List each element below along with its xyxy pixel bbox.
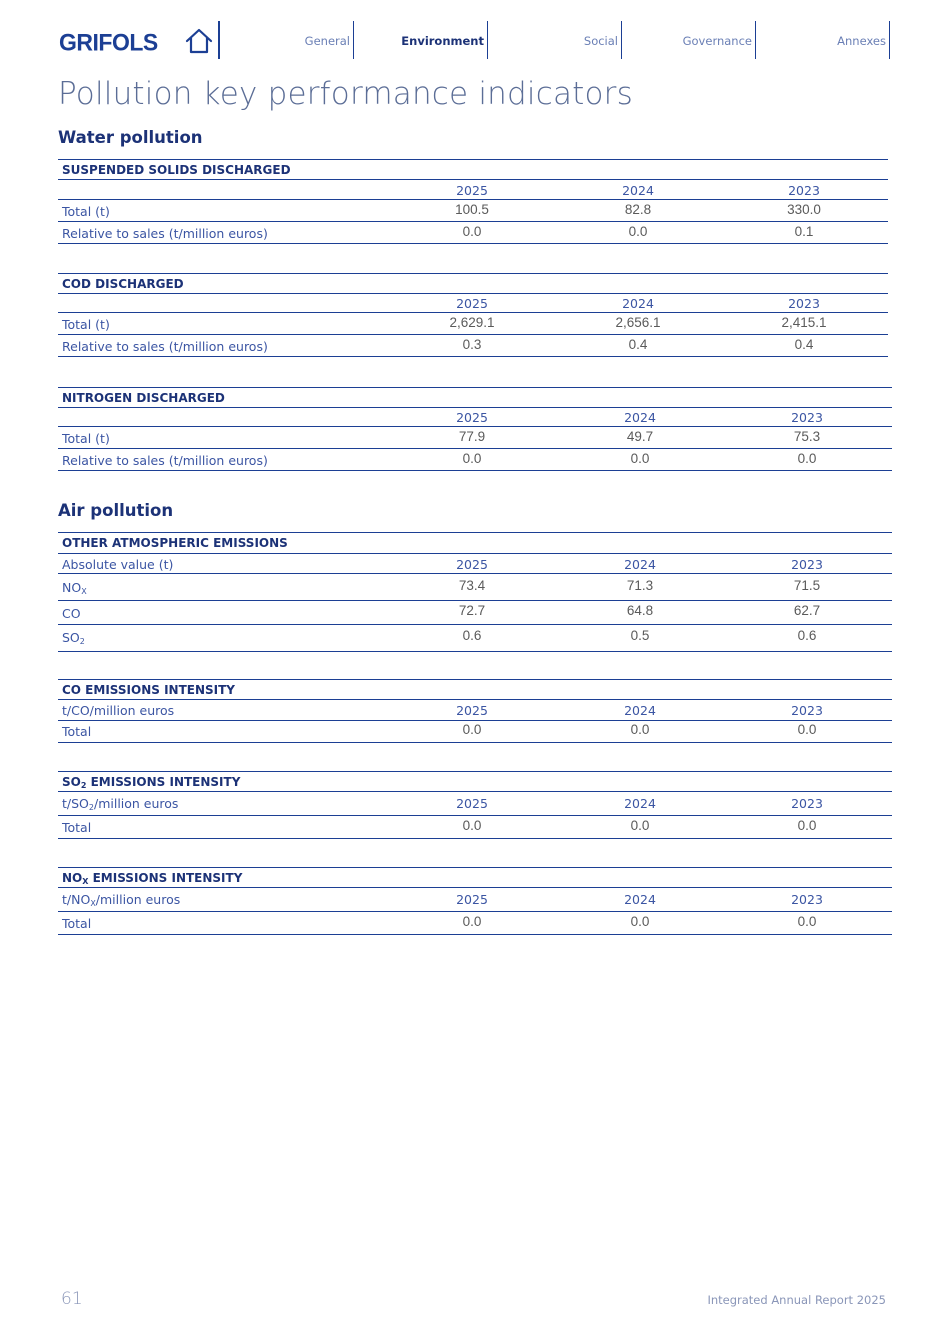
year-label: 2023 [788,183,820,198]
value-cell: 73.4 [458,578,486,593]
table-header [58,679,892,700]
table-title: $SO_2$ EMISSIONS INTENSITY [62,775,241,790]
row-label: Relative to sales (t/million euros) [62,453,268,468]
value-cell: 0.0 [462,451,482,466]
row-label: Relative to sales (t/million euros) [62,226,268,241]
year-row [58,554,892,574]
table-row [58,427,892,449]
table-row [58,625,892,652]
page-title: Pollution key performance indicators [58,76,633,112]
year-label: 2025 [456,796,488,811]
table-row [58,313,888,335]
value-cell: 0.4 [794,337,814,352]
table-title: NITROGEN DISCHARGED [62,391,225,405]
value-cell: 0.4 [628,337,648,352]
value-cell: 2,656.1 [615,315,661,330]
value-cell: 0.6 [462,628,482,643]
table-header [58,771,892,792]
value-cell: 71.3 [626,578,654,593]
value-cell: 330.0 [787,202,821,217]
value-cell: 0.5 [630,628,650,643]
row-label: $NO_X$ [62,580,87,596]
value-cell: 49.7 [626,429,654,444]
unit-label: Absolute value (t) [62,557,174,572]
year-label: 2023 [791,703,823,718]
suspended-solids-table [58,159,888,244]
nav-tab-label: Environment [401,34,484,48]
home-separator [218,21,220,59]
row-label: Total (t) [62,204,110,219]
row-label: Total [62,820,92,835]
year-row [58,180,888,200]
value-cell: 0.0 [630,451,650,466]
air-pollution-heading: Air pollution [58,501,174,520]
value-cell: 2,415.1 [781,315,827,330]
grifols-logo[interactable]: GRIFOLS [59,28,158,56]
year-label: 2025 [456,557,488,572]
nav-tab-social[interactable] [488,21,622,59]
year-label: 2023 [791,410,823,425]
value-cell: 0.0 [462,722,482,737]
unit-label: $t/NO_X$/million euros [62,892,181,908]
value-cell: 2,629.1 [449,315,495,330]
table-row [58,574,892,601]
value-cell: 0.6 [797,628,817,643]
value-cell: 0.0 [462,818,482,833]
year-row [58,294,888,313]
row-label: Total (t) [62,317,110,332]
year-label: 2023 [791,796,823,811]
row-label: Total [62,724,92,739]
water-pollution-heading: Water pollution [58,128,203,147]
value-cell: 64.8 [626,603,654,618]
value-cell: 71.5 [793,578,821,593]
row-label: Total [62,916,92,931]
table-header [58,273,888,294]
year-label: 2024 [624,892,656,907]
so2-emissions-intensity-table [58,771,892,839]
value-cell: 0.0 [797,451,817,466]
nav-tab-label: Governance [682,34,752,48]
row-label: Relative to sales (t/million euros) [62,339,268,354]
table-row [58,449,892,471]
year-label: 2023 [788,296,820,311]
other-atmospheric-emissions-table [58,532,892,652]
value-cell: 77.9 [458,429,486,444]
value-cell: 0.1 [794,224,814,239]
year-label: 2024 [624,410,656,425]
row-label: CO [62,606,81,621]
table-title: OTHER ATMOSPHERIC EMISSIONS [62,536,288,550]
nav-tab-annexes[interactable] [756,21,890,59]
value-cell: 0.0 [797,818,817,833]
value-cell: 75.3 [793,429,821,444]
value-cell: 0.0 [797,914,817,929]
nav-tab-general[interactable] [260,21,354,59]
nox-emissions-intensity-table [58,867,892,935]
table-header [58,387,892,408]
report-title: Integrated Annual Report 2025 [707,1293,886,1307]
year-label: 2023 [791,892,823,907]
table-row [58,222,888,244]
cod-discharged-table [58,273,888,357]
value-cell: 0.0 [628,224,648,239]
value-cell: 0.0 [797,722,817,737]
table-title: SUSPENDED SOLIDS DISCHARGED [62,163,291,177]
table-row [58,721,892,743]
year-row [58,408,892,427]
table-header [58,532,892,554]
table-row [58,335,888,357]
year-label: 2024 [624,703,656,718]
nav-tab-label: General [304,34,350,48]
year-label: 2023 [791,557,823,572]
year-label: 2024 [624,796,656,811]
year-label: 2025 [456,296,488,311]
table-header [58,159,888,180]
year-label: 2025 [456,703,488,718]
nav-tab-environment[interactable] [354,21,488,59]
nitrogen-discharged-table [58,387,892,471]
value-cell: 0.3 [462,337,482,352]
value-cell: 100.5 [455,202,489,217]
value-cell: 82.8 [624,202,652,217]
value-cell: 0.0 [630,722,650,737]
unit-label: t/CO/million euros [62,703,175,718]
year-row [58,792,892,816]
co-emissions-intensity-table [58,679,892,743]
value-cell: 0.0 [462,224,482,239]
value-cell: 0.0 [630,914,650,929]
year-row [58,700,892,721]
table-row [58,200,888,222]
row-label: Total (t) [62,431,110,446]
nav-tab-governance[interactable] [622,21,756,59]
year-row [58,888,892,912]
year-label: 2025 [456,410,488,425]
table-row [58,912,892,935]
value-cell: 0.0 [630,818,650,833]
value-cell: 62.7 [793,603,821,618]
value-cell: 0.0 [462,914,482,929]
table-row [58,601,892,625]
table-header [58,867,892,888]
row-label: $SO_2$ [62,630,85,646]
nav-tab-label: Social [583,34,618,48]
table-title: $NO_X$ EMISSIONS INTENSITY [62,871,243,886]
unit-label: $t/SO_2$/million euros [62,796,179,812]
home-icon[interactable] [185,28,213,54]
nav-tab-label: Annexes [837,34,886,48]
year-label: 2025 [456,892,488,907]
year-label: 2024 [622,183,654,198]
table-title: CO EMISSIONS INTENSITY [62,683,235,697]
year-label: 2024 [622,296,654,311]
year-label: 2025 [456,183,488,198]
page-number: 61 [61,1289,83,1309]
table-row [58,816,892,839]
table-title: COD DISCHARGED [62,277,184,291]
value-cell: 72.7 [458,603,486,618]
year-label: 2024 [624,557,656,572]
